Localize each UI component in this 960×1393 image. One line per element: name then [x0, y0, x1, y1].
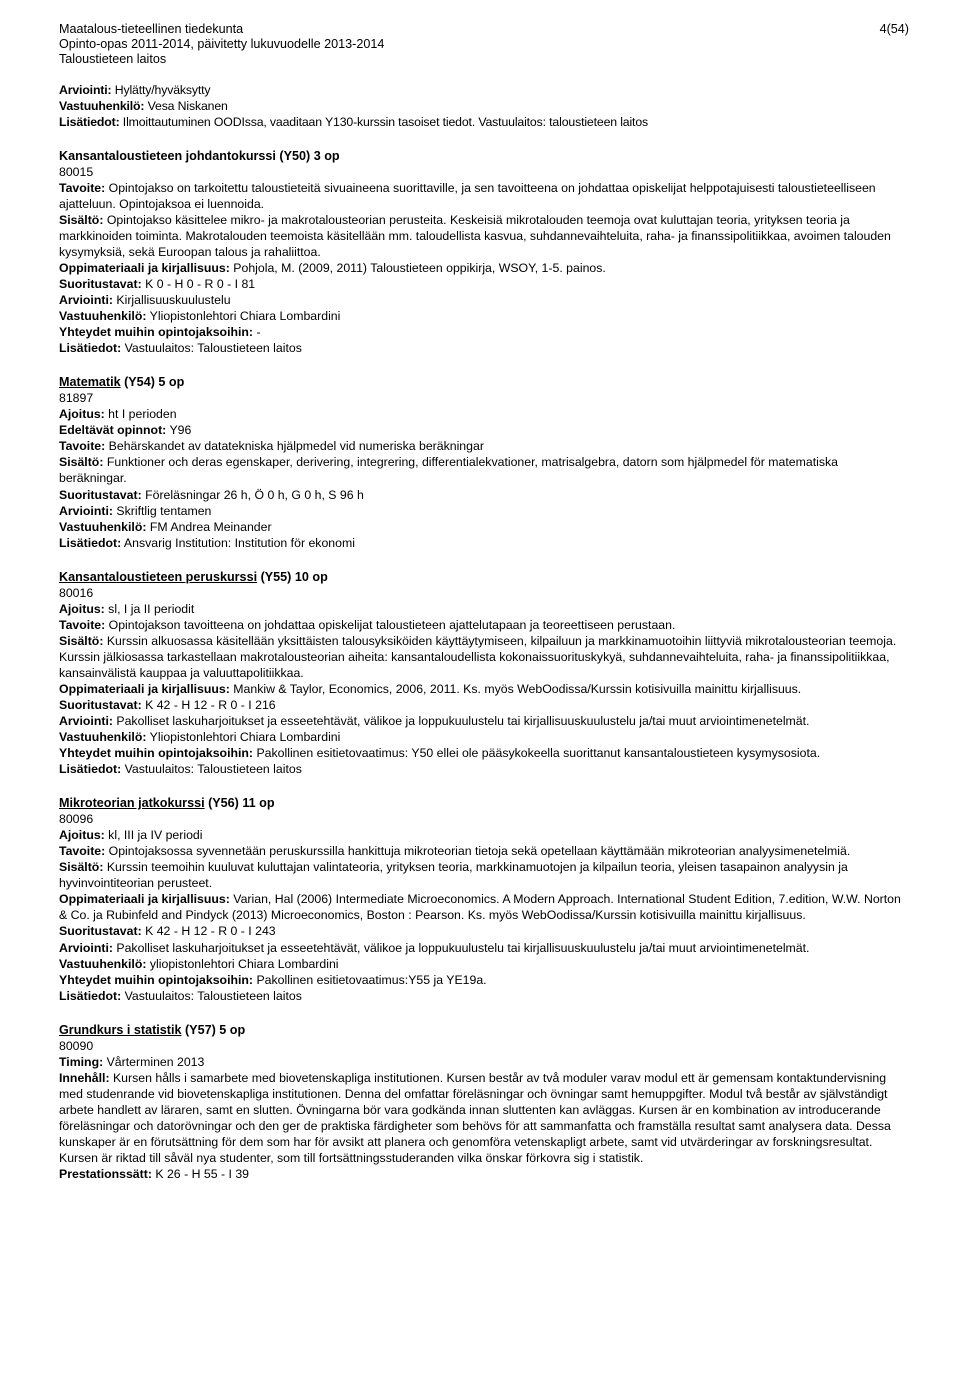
field-value: Funktioner och deras egenskaper, derivering, integrering, differentialekvationer, matrisalgebra, datorn som hjälpmedel för matematiska beräkningar.: [59, 455, 838, 486]
field-value: Vastuulaitos: Taloustieteen laitos: [121, 341, 302, 356]
course-title-suffix: (Y55) 10 op: [257, 569, 328, 584]
field-value: Vastuulaitos: Taloustieteen laitos: [121, 762, 302, 777]
field-row: [59, 617, 909, 633]
course-title: [59, 148, 909, 164]
field-row: [59, 180, 909, 212]
field-value: Skriftlig tentamen: [112, 503, 212, 518]
field-row: [59, 681, 909, 697]
field-label: Yhteydet muihin opintojaksoihin:: [59, 746, 254, 761]
course-name: Mikroteorian jatkokurssi: [59, 796, 205, 811]
previous-course-tail: [59, 82, 909, 130]
field-value: Opintojakso on tarkoitettu taloustieteitä sivuaineena suorittaville, ja sen tavoitteena on johdattaa opiskelijat helppotajuisesti taloustieteelliseen ajatteluun. Opintojaksoa ei luennoida.: [59, 180, 876, 211]
field-row: [59, 859, 909, 891]
field-label: Vastuuhenkilö:: [59, 309, 147, 324]
field-value: Ilmoittautuminen OODIssa, vaaditaan Y130-kurssin tasoiset tiedot. Vastuulaitos: taloustieteen laitos: [119, 114, 649, 129]
course-list: [59, 148, 909, 1182]
field-row: [59, 827, 909, 843]
field-label: Arviointi:: [59, 503, 113, 518]
field-label: Arviointi:: [59, 82, 112, 97]
department-name: Taloustieteen laitos: [59, 52, 167, 67]
field-label: Tavoite:: [59, 180, 106, 195]
field-value: Föreläsningar 26 h, Ö 0 h, G 0 h, S 96 h: [141, 487, 364, 502]
field-row: [59, 340, 909, 356]
field-value: K 0 - H 0 - R 0 - I 81: [141, 277, 256, 292]
field-value: Kurssin teemoihin kuuluvat kuluttajan valintateoria, yrityksen teoria, markkinamuotojen ja kilpailun teoria, yleisen tasapainon analyysin ja hyvinvointiteorian perusteet.: [59, 860, 848, 891]
field-value: Hylätty/hyväksytty: [111, 82, 211, 97]
field-row: [59, 713, 909, 729]
field-row: [59, 972, 909, 988]
field-value: Opintojakson tavoitteena on johdattaa opiskelijat taloustieteen ajattelutapaan ja teoreettiseen perustaan.: [105, 617, 676, 632]
field-value: yliopistonlehtori Chiara Lombardini: [146, 956, 339, 971]
course-name: Matematik: [59, 375, 121, 390]
field-label: Prestationssätt:: [59, 1167, 152, 1182]
field-row: [59, 82, 909, 98]
field-label: Suoritustavat:: [59, 487, 142, 502]
field-label: Oppimateriaali ja kirjallisuus:: [59, 681, 230, 696]
page-number: 4(54): [879, 22, 909, 36]
field-row: [59, 601, 909, 617]
field-row: [59, 438, 909, 454]
page-header: [59, 22, 909, 68]
course-name: Kansantaloustieteen peruskurssi: [59, 569, 258, 584]
field-value: Varian, Hal (2006) Intermediate Microeconomics. A Modern Approach. International Student Edition, 7.edition, W.W. Norton & Co. ja Rubinfeld and Pindyck (2013) Microeconomics, Boston : Pearson. Ks. myös WebOodissa/Kurssin kotisivuilla mainittu kirjallisuus.: [59, 892, 901, 923]
field-label: Arviointi:: [59, 940, 113, 955]
field-row: [59, 212, 909, 260]
field-row: [59, 308, 909, 324]
field-row: [59, 519, 909, 535]
field-row: [59, 729, 909, 745]
field-value: Kurssin alkuosassa käsitellään yksittäisten talousyksiköiden käyttäytymiseen, kilpailuun ja markkinamuotoihin liittyviä mikrotalousteorian teemoja. Kurssin jälkiosassa tarkastellaan makrotalousteorian aiheita: kansantaloudellista kokonaissuorituskykyä, suhdannevaihteluita, raha- ja finanssipolitiikkaa, kansainvälistä kauppaa ja valuuttapolitiikkaa.: [59, 633, 897, 680]
faculty-name: Maatalous-tieteellinen tiedekunta: [59, 22, 244, 36]
field-label: Yhteydet muihin opintojaksoihin:: [59, 972, 254, 987]
field-value: Opintojakso käsittelee mikro- ja makrotalousteorian perusteita. Keskeisiä mikrotalouden teemoja ovat kuluttajan teoria, yrityksen teoria ja markkinoiden toiminta. Makrotalouden teemoista käsitellään mm. taloudellista kasvua, suhdannevaihteluita, raha- ja finanssipolitiikkaa, avoimen talouden kysymyksiä, sekä Euroopan talous ja rahaliittoa.: [59, 212, 891, 259]
field-label: Suoritustavat:: [59, 924, 142, 939]
field-value: Y96: [166, 423, 192, 438]
field-label: Sisältö:: [59, 212, 104, 227]
course-code: 80015: [59, 164, 94, 179]
field-row: [59, 454, 909, 486]
course-code: 80096: [59, 812, 94, 827]
field-row: [59, 1070, 909, 1166]
field-label: Vastuuhenkilö:: [59, 956, 147, 971]
course-section: [59, 148, 909, 357]
field-label: Suoritustavat:: [59, 277, 142, 292]
field-label: Ajoitus:: [59, 407, 105, 422]
field-label: Lisätiedot:: [59, 114, 120, 129]
field-value: Vastuulaitos: Taloustieteen laitos: [121, 988, 302, 1003]
field-label: Oppimateriaali ja kirjallisuus:: [59, 892, 230, 907]
field-value: Yliopistonlehtori Chiara Lombardini: [146, 730, 341, 745]
field-row: [59, 923, 909, 939]
field-value: -: [253, 325, 261, 340]
field-value: Yliopistonlehtori Chiara Lombardini: [146, 309, 341, 324]
field-label: Tavoite:: [59, 617, 106, 632]
field-value: Mankiw & Taylor, Economics, 2006, 2011. Ks. myös WebOodissa/Kurssin kotisivuilla mainittu kirjallisuus.: [229, 681, 802, 696]
field-label: Ajoitus:: [59, 601, 105, 616]
field-row: [59, 324, 909, 340]
field-row: [59, 940, 909, 956]
field-value: K 42 - H 12 - R 0 - I 243: [141, 924, 276, 939]
field-row: [59, 745, 909, 761]
course-name: Grundkurs i statistik: [59, 1022, 182, 1037]
study-guide-title: Opinto-opas 2011-2014, päivitetty lukuvuodelle 2013-2014: [59, 37, 385, 52]
field-label: Vastuuhenkilö:: [59, 98, 145, 113]
course-code: 80016: [59, 585, 94, 600]
field-value: kl, III ja IV periodi: [104, 828, 203, 843]
course-title-prefix: Kansantaloustieteen johdantokurssi (Y50) 3 op: [59, 148, 340, 163]
field-label: Tavoite:: [59, 439, 106, 454]
field-row: [59, 988, 909, 1004]
course-section: [59, 569, 909, 778]
field-label: Arviointi:: [59, 293, 113, 308]
field-label: Oppimateriaali ja kirjallisuus:: [59, 260, 230, 275]
field-row: [59, 535, 909, 551]
field-label: Vastuuhenkilö:: [59, 519, 147, 534]
field-label: Arviointi:: [59, 714, 113, 729]
course-title-suffix: (Y54) 5 op: [120, 375, 185, 390]
document-page: [59, 22, 909, 1182]
field-row: [59, 260, 909, 276]
field-value: ht I perioden: [104, 407, 177, 422]
field-label: Yhteydet muihin opintojaksoihin:: [59, 325, 254, 340]
field-row: [59, 98, 909, 114]
field-label: Tavoite:: [59, 844, 106, 859]
field-label: Ajoitus:: [59, 828, 105, 843]
field-value: sl, I ja II periodit: [104, 601, 195, 616]
field-value: Pakolliset laskuharjoitukset ja esseetehtävät, välikoe ja loppukuulustelu tai kirjallisuuskuulustelu ja/tai muut arviointimenetelmät.: [112, 940, 810, 955]
field-value: Behärskandet av datatekniska hjälpmedel vid numeriska beräkningar: [105, 439, 484, 454]
field-value: K 26 - H 55 - I 39: [151, 1167, 249, 1182]
field-label: Innehåll:: [59, 1070, 110, 1085]
field-value: Opintojaksossa syvennetään peruskurssilla hankittuja mikroteorian tietoja sekä opetellaan käyttämään mikroteorian analyysimenetelmiä.: [105, 844, 851, 859]
field-row: [59, 292, 909, 308]
field-value: Kursen hålls i samarbete med biovetenskapliga institutionen. Kursen består av två moduler varav modul ett är gemensam kontaktundervisning med studenrande vid biovetenskapliga institutionen. Denna del omfattar föreläsningar och övningar samt hemuppgifter. Modul två består av självständigt arbete handlett av läraren, samt en slutten. Övningarna bör vara godkända innan sluttenten kan avläggas. Kursen är en kombination av introducerande föreläsningar och datorövningar och den ger de praktiska färdigheter som behövs för att sammanfatta och framställa resultat samt analysera data. Dessa kunskaper är en förutsättning för dem som har för avsikt att planera och genomföra vetenskapligt arbete, samt vid utvärderingar av forskningsresultat. Kursen är riktad till såväl nya studenter, som till fortsättningsstuderanden vilka önskar förkovra sig i statistik.: [59, 1070, 891, 1165]
course-title-suffix: (Y57) 5 op: [181, 1022, 246, 1037]
field-label: Timing:: [59, 1054, 104, 1069]
field-label: Sisältö:: [59, 633, 104, 648]
field-row: [59, 487, 909, 503]
field-value: Kirjallisuuskuulustelu: [112, 293, 231, 308]
field-label: Suoritustavat:: [59, 697, 142, 712]
field-row: [59, 891, 909, 923]
field-value: Pakolliset laskuharjoitukset ja esseetehtävät, välikoe ja loppukuulustelu tai kirjallisuuskuulustelu ja/tai muut arviointimenetelmät.: [112, 714, 810, 729]
course-code: 80090: [59, 1038, 94, 1053]
field-value: Vesa Niskanen: [144, 98, 228, 113]
course-section: [59, 1022, 909, 1182]
field-value: Vårterminen 2013: [103, 1054, 205, 1069]
course-code: 81897: [59, 391, 94, 406]
course-title: [59, 1022, 909, 1038]
field-row: [59, 843, 909, 859]
course-section: [59, 795, 909, 1004]
field-value: FM Andrea Meinander: [146, 519, 272, 534]
field-row: [59, 956, 909, 972]
course-title: [59, 795, 909, 811]
field-row: [59, 1054, 909, 1070]
course-title: [59, 374, 909, 390]
field-row: [59, 276, 909, 292]
field-row: [59, 761, 909, 777]
field-row: [59, 503, 909, 519]
field-label: Lisätiedot:: [59, 535, 122, 550]
field-row: [59, 422, 909, 438]
field-row: [59, 1166, 909, 1182]
field-value: Ansvarig Institution: Institution för ekonomi: [121, 535, 355, 550]
field-value: Pakollinen esitietovaatimus: Y50 ellei ole pääsykokeella suorittanut kansantaloustieteen kysymysosiota.: [253, 746, 821, 761]
course-title-suffix: (Y56) 11 op: [204, 796, 275, 811]
course-section: [59, 374, 909, 550]
field-row: [59, 633, 909, 681]
field-label: Lisätiedot:: [59, 762, 122, 777]
field-label: Edeltävät opinnot:: [59, 423, 167, 438]
field-value: Pakollinen esitietovaatimus:Y55 ja YE19a.: [253, 972, 487, 987]
field-label: Sisältö:: [59, 860, 104, 875]
field-label: Vastuuhenkilö:: [59, 730, 147, 745]
field-label: Lisätiedot:: [59, 988, 122, 1003]
field-value: Pohjola, M. (2009, 2011) Taloustieteen oppikirja, WSOY, 1-5. painos.: [229, 260, 606, 275]
course-title: [59, 569, 909, 585]
field-row: [59, 406, 909, 422]
field-label: Sisältö:: [59, 455, 104, 470]
field-label: Lisätiedot:: [59, 341, 122, 356]
field-row: [59, 697, 909, 713]
field-value: K 42 - H 12 - R 0 - I 216: [141, 697, 276, 712]
field-row: [59, 114, 909, 130]
